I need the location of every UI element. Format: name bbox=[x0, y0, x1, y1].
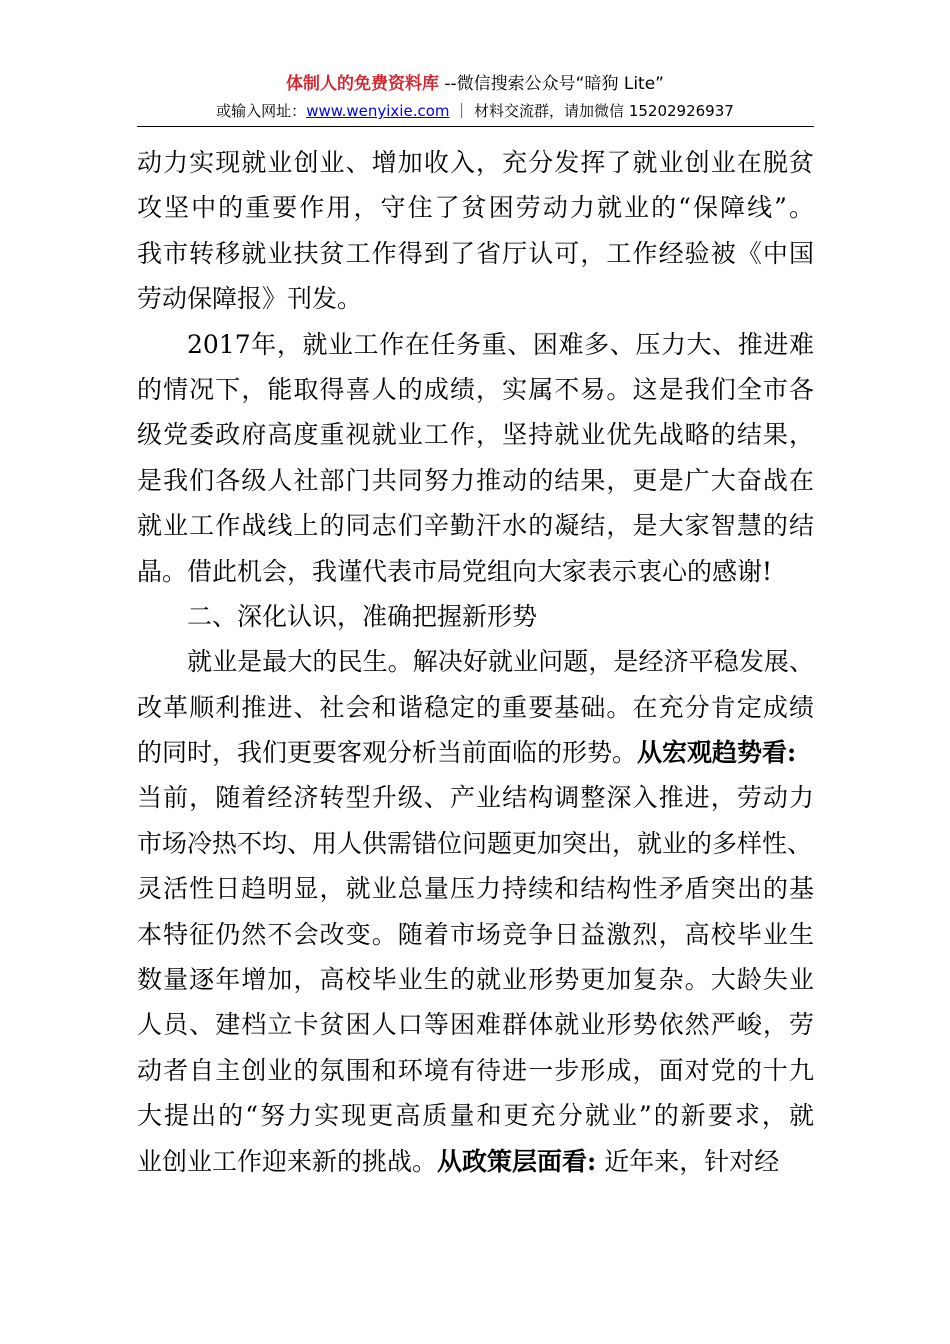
bold-subheading: 从宏观趋势看: bbox=[637, 738, 797, 768]
paragraph-text: 近年来，针对经 bbox=[596, 1146, 780, 1176]
paragraph-text: 业创业工作迎来新的挑战。 bbox=[137, 1146, 438, 1176]
paragraph-line: 的情况下，能取得喜人的成绩，实属不易。这是我们全市各 bbox=[137, 374, 814, 404]
paragraph-line: 攻坚中的重要作用，守住了贫困劳动力就业的“保障线”。 bbox=[137, 193, 814, 223]
header-tagline: --微信搜索公众号“暗狗 Lite” bbox=[438, 74, 664, 94]
header-line-2 bbox=[0, 100, 950, 122]
paragraph-line-mixed bbox=[137, 730, 814, 775]
paragraph-text: 的同时，我们更要客观分析当前面临的形势。 bbox=[137, 738, 638, 768]
header-contact: ｜ 材料交流群，请加微信 15202926937 bbox=[449, 102, 734, 120]
paragraph-line: 2017年，就业工作在任务重、困难多、压力大、推进难 bbox=[187, 329, 814, 359]
paragraph-line: 当前，随着经济转型升级、产业结构调整深入推进，劳动力 bbox=[137, 783, 814, 813]
document-body bbox=[137, 140, 814, 1184]
paragraph-line: 数量逐年增加，高校毕业生的就业形势更加复杂。大龄失业 bbox=[137, 965, 814, 995]
paragraph-line: 本特征仍然不会改变。随着市场竞争日益激烈，高校毕业生 bbox=[137, 919, 814, 949]
header-url-prefix: 或输入网址： bbox=[216, 102, 307, 120]
paragraph-line: 晶。借此机会，我谨代表市局党组向大家表示衷心的感谢! bbox=[137, 556, 773, 586]
paragraph-line: 是我们各级人社部门共同努力推动的结果，更是广大奋战在 bbox=[137, 465, 814, 495]
paragraph-line: 动力实现就业创业、增加收入，充分发挥了就业创业在脱贫 bbox=[137, 148, 814, 177]
watermark-header bbox=[0, 72, 950, 122]
paragraph-line: 我市转移就业扶贫工作得到了省厅认可，工作经验被《中国 bbox=[137, 238, 814, 268]
paragraph-line: 动者自主创业的氛围和环境有待进一步形成，面对党的十九 bbox=[137, 1055, 814, 1085]
paragraph-line: 改革顺利推进、社会和谐稳定的重要基础。在充分肯定成绩 bbox=[137, 692, 814, 722]
paragraph-line: 灵活性日趋明显，就业总量压力持续和结构性矛盾突出的基 bbox=[137, 874, 814, 904]
bold-subheading: 从政策层面看: bbox=[437, 1146, 597, 1176]
paragraph-line: 人员、建档立卡贫困人口等困难群体就业形势依然严峻，劳 bbox=[137, 1010, 814, 1040]
paragraph-line: 就业是最大的民生。解决好就业问题，是经济平稳发展、 bbox=[187, 647, 814, 677]
paragraph-line: 市场冷热不均、用人供需错位问题更加突出，就业的多样性、 bbox=[137, 828, 813, 858]
section-heading: 二、深化认识，准确把握新形势 bbox=[187, 601, 538, 631]
header-line-1 bbox=[0, 72, 950, 96]
paragraph-line: 大提出的“努力实现更高质量和更充分就业”的新要求，就 bbox=[137, 1101, 814, 1131]
paragraph-line-mixed bbox=[137, 1139, 814, 1184]
header-brand: 体制人的免费资料库 bbox=[285, 74, 439, 94]
paragraph-line: 级党委政府高度重视就业工作，坚持就业优先战略的结果， bbox=[137, 420, 814, 450]
paragraph-line: 劳动保障报》刊发。 bbox=[137, 284, 363, 314]
header-url-link[interactable]: www.wenyixie.com bbox=[306, 102, 450, 120]
paragraph-line: 就业工作战线上的同志们辛勤汗水的凝结，是大家智慧的结 bbox=[137, 511, 814, 541]
header-divider bbox=[137, 126, 814, 127]
